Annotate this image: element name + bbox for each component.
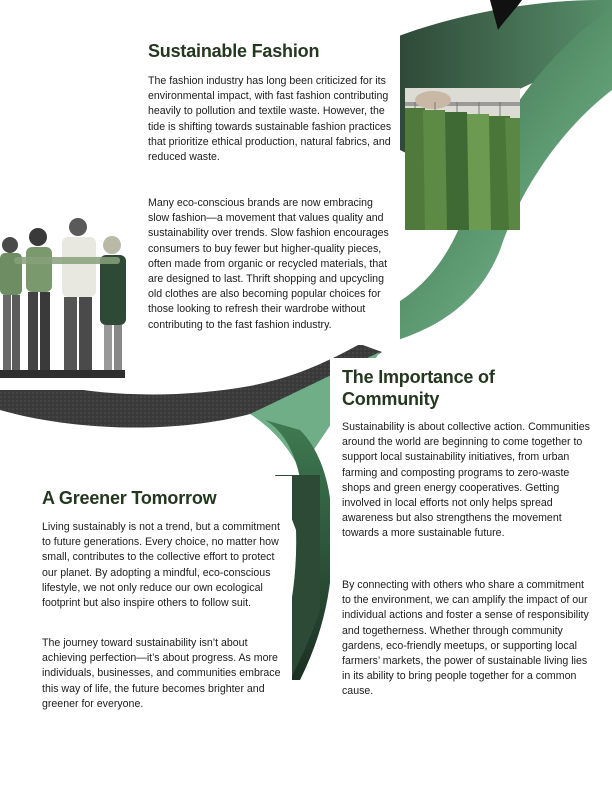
group-of-people-photo [0,215,135,390]
community-heading: The Importance of Community [342,367,495,409]
greener-heading: A Greener Tomorrow [42,488,217,508]
fashion-heading: Sustainable Fashion [148,41,320,61]
community-paragraph-2: By connecting with others who share a commitment to the environment, we can amplify the impact of our individual actions and foster a sense of responsibility and togetherness. Whether through community gardens, eco-friendly meetups, or supporting local farmers’ markets, the power of sustainable living lies in its ability to bring people together for a common cause. [342,579,589,698]
fashion-paragraph-2: Many eco-conscious brands are now embracing slow fashion—a movement that values quality and sustainability over trends. Slow fashion encourages consumers to buy fewer but higher-quality pieces, often made from organic or recycled materials, that are designed to last. Thrift shopping and upcycling old clothes are also becoming popular choices for those looking to refresh their wardrobe without contributing to the fast fashion industry. [148,197,389,331]
clothing-rack-photo [405,88,520,230]
fashion-paragraph-1: The fashion industry has long been criticized for its environmental impact, with fast fashion contributing heavily to pollution and textile waste. However, the tide is shifting towards sustainable fashion practices that prioritize ethical production, natural fabrics, and reduced waste. [148,75,392,164]
greener-paragraph-2: The journey toward sustainability isn’t about achieving perfection—it’s about progress. As more individuals, businesses, and communities embrace this way of life, the future becomes brighter and greener for everyone. [42,637,281,710]
greener-paragraph-1: Living sustainably is not a trend, but a commitment to future generations. Every choice, no matter how small, contributes to the collective effort to protect our planet. By adopting a mindful, eco-conscious lifestyle, we not only reduce our own ecological footprint but also inspire others to follow suit. [42,521,280,610]
community-paragraph-1: Sustainability is about collective action. Communities around the world are beginning to come together to support local sustainability initiatives, from urban farming and composting programs to zero-waste shops and green energy cooperatives. Getting involved in local efforts not only helps spread awareness but also strengthens the movement towards a more sustainable future. [342,421,590,540]
